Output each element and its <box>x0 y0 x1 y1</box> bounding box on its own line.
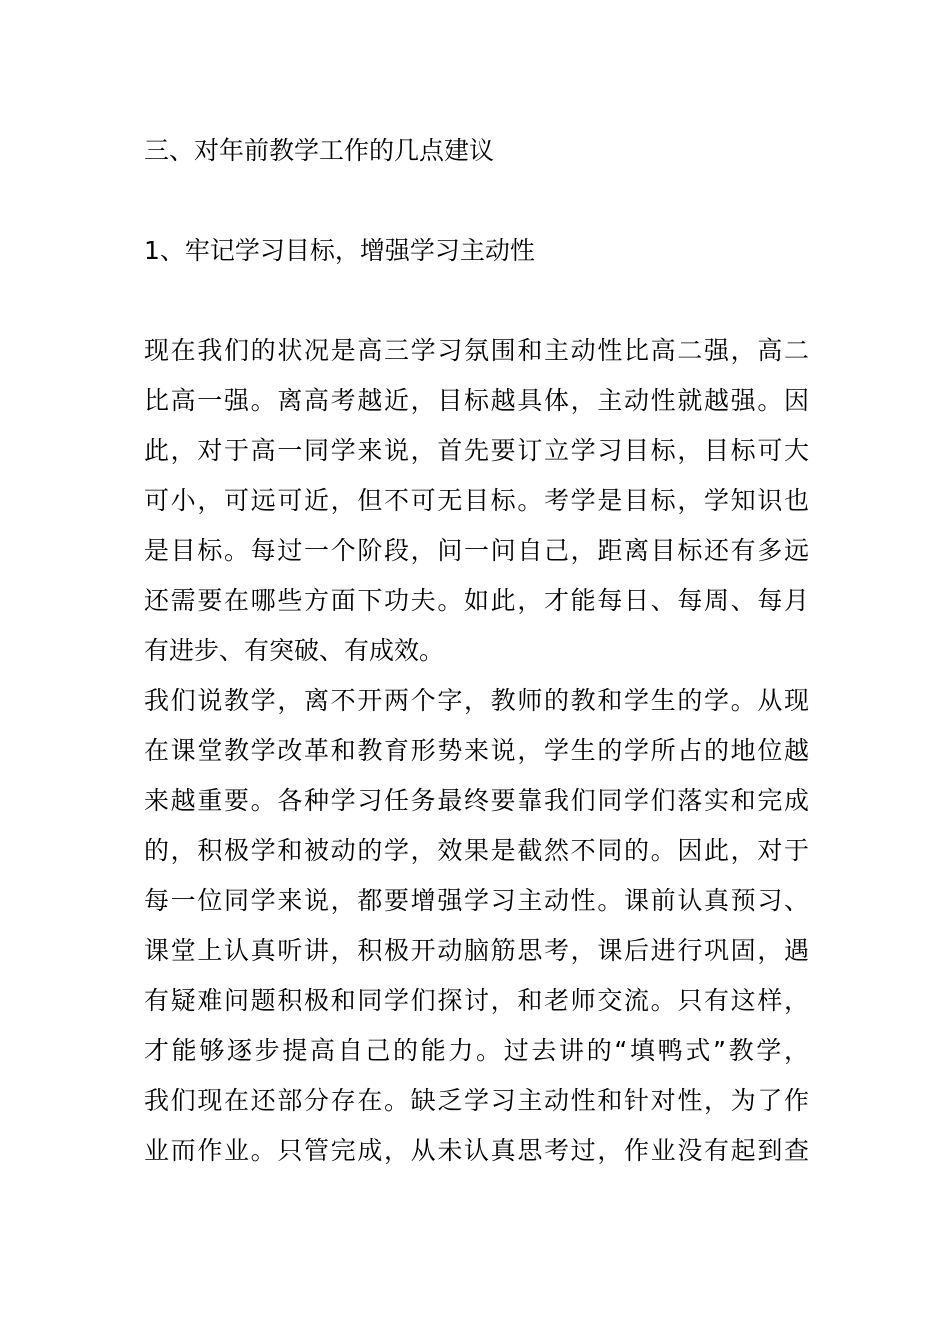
paragraph-line: 现在我们的状况是高三学习氛围和主动性比高二强，高二 <box>144 336 809 365</box>
paragraph-line: 比高一强。离高考越近，目标越具体，主动性就越强。因 <box>144 386 809 415</box>
paragraph-line: 有疑难问题积极和同学们探讨，和老师交流。只有这样， <box>144 986 809 1015</box>
paragraph-line: 此，对于高一同学来说，首先要订立学习目标，目标可大 <box>144 436 809 465</box>
paragraph-line: 有进步、有突破、有成效。 <box>144 636 445 665</box>
paragraph-1 <box>144 326 809 676</box>
section-heading: 三、对年前教学工作的几点建议 <box>144 136 495 165</box>
paragraph-line: 我们现在还部分存在。缺乏学习主动性和针对性，为了作 <box>144 1086 809 1115</box>
paragraph-2 <box>144 676 809 1176</box>
paragraph-line: 还需要在哪些方面下功夫。如此，才能每日、每周、每月 <box>144 586 809 615</box>
paragraph-line: 课堂上认真听讲，积极开动脑筋思考，课后进行巩固，遇 <box>144 936 809 965</box>
paragraph-line: 每一位同学来说，都要增强学习主动性。课前认真预习、 <box>144 886 809 915</box>
subheading: 1、牢记学习目标，增强学习主动性 <box>144 236 535 265</box>
paragraph-line: 的，积极学和被动的学，效果是截然不同的。因此，对于 <box>144 836 809 865</box>
paragraph-line: 在课堂教学改革和教育形势来说，学生的学所占的地位越 <box>144 736 809 765</box>
paragraph-line: 才能够逐步提高自己的能力。过去讲的“填鸭式”教学， <box>144 1036 809 1065</box>
paragraph-line: 来越重要。各种学习任务最终要靠我们同学们落实和完成 <box>144 786 809 815</box>
paragraph-line: 是目标。每过一个阶段，问一问自己，距离目标还有多远 <box>144 536 809 565</box>
paragraph-line: 业而作业。只管完成，从未认真思考过，作业没有起到查 <box>144 1136 809 1165</box>
paragraph-line: 我们说教学，离不开两个字，教师的教和学生的学。从现 <box>144 686 809 715</box>
paragraph-line: 可小，可远可近，但不可无目标。考学是目标，学知识也 <box>144 486 809 515</box>
